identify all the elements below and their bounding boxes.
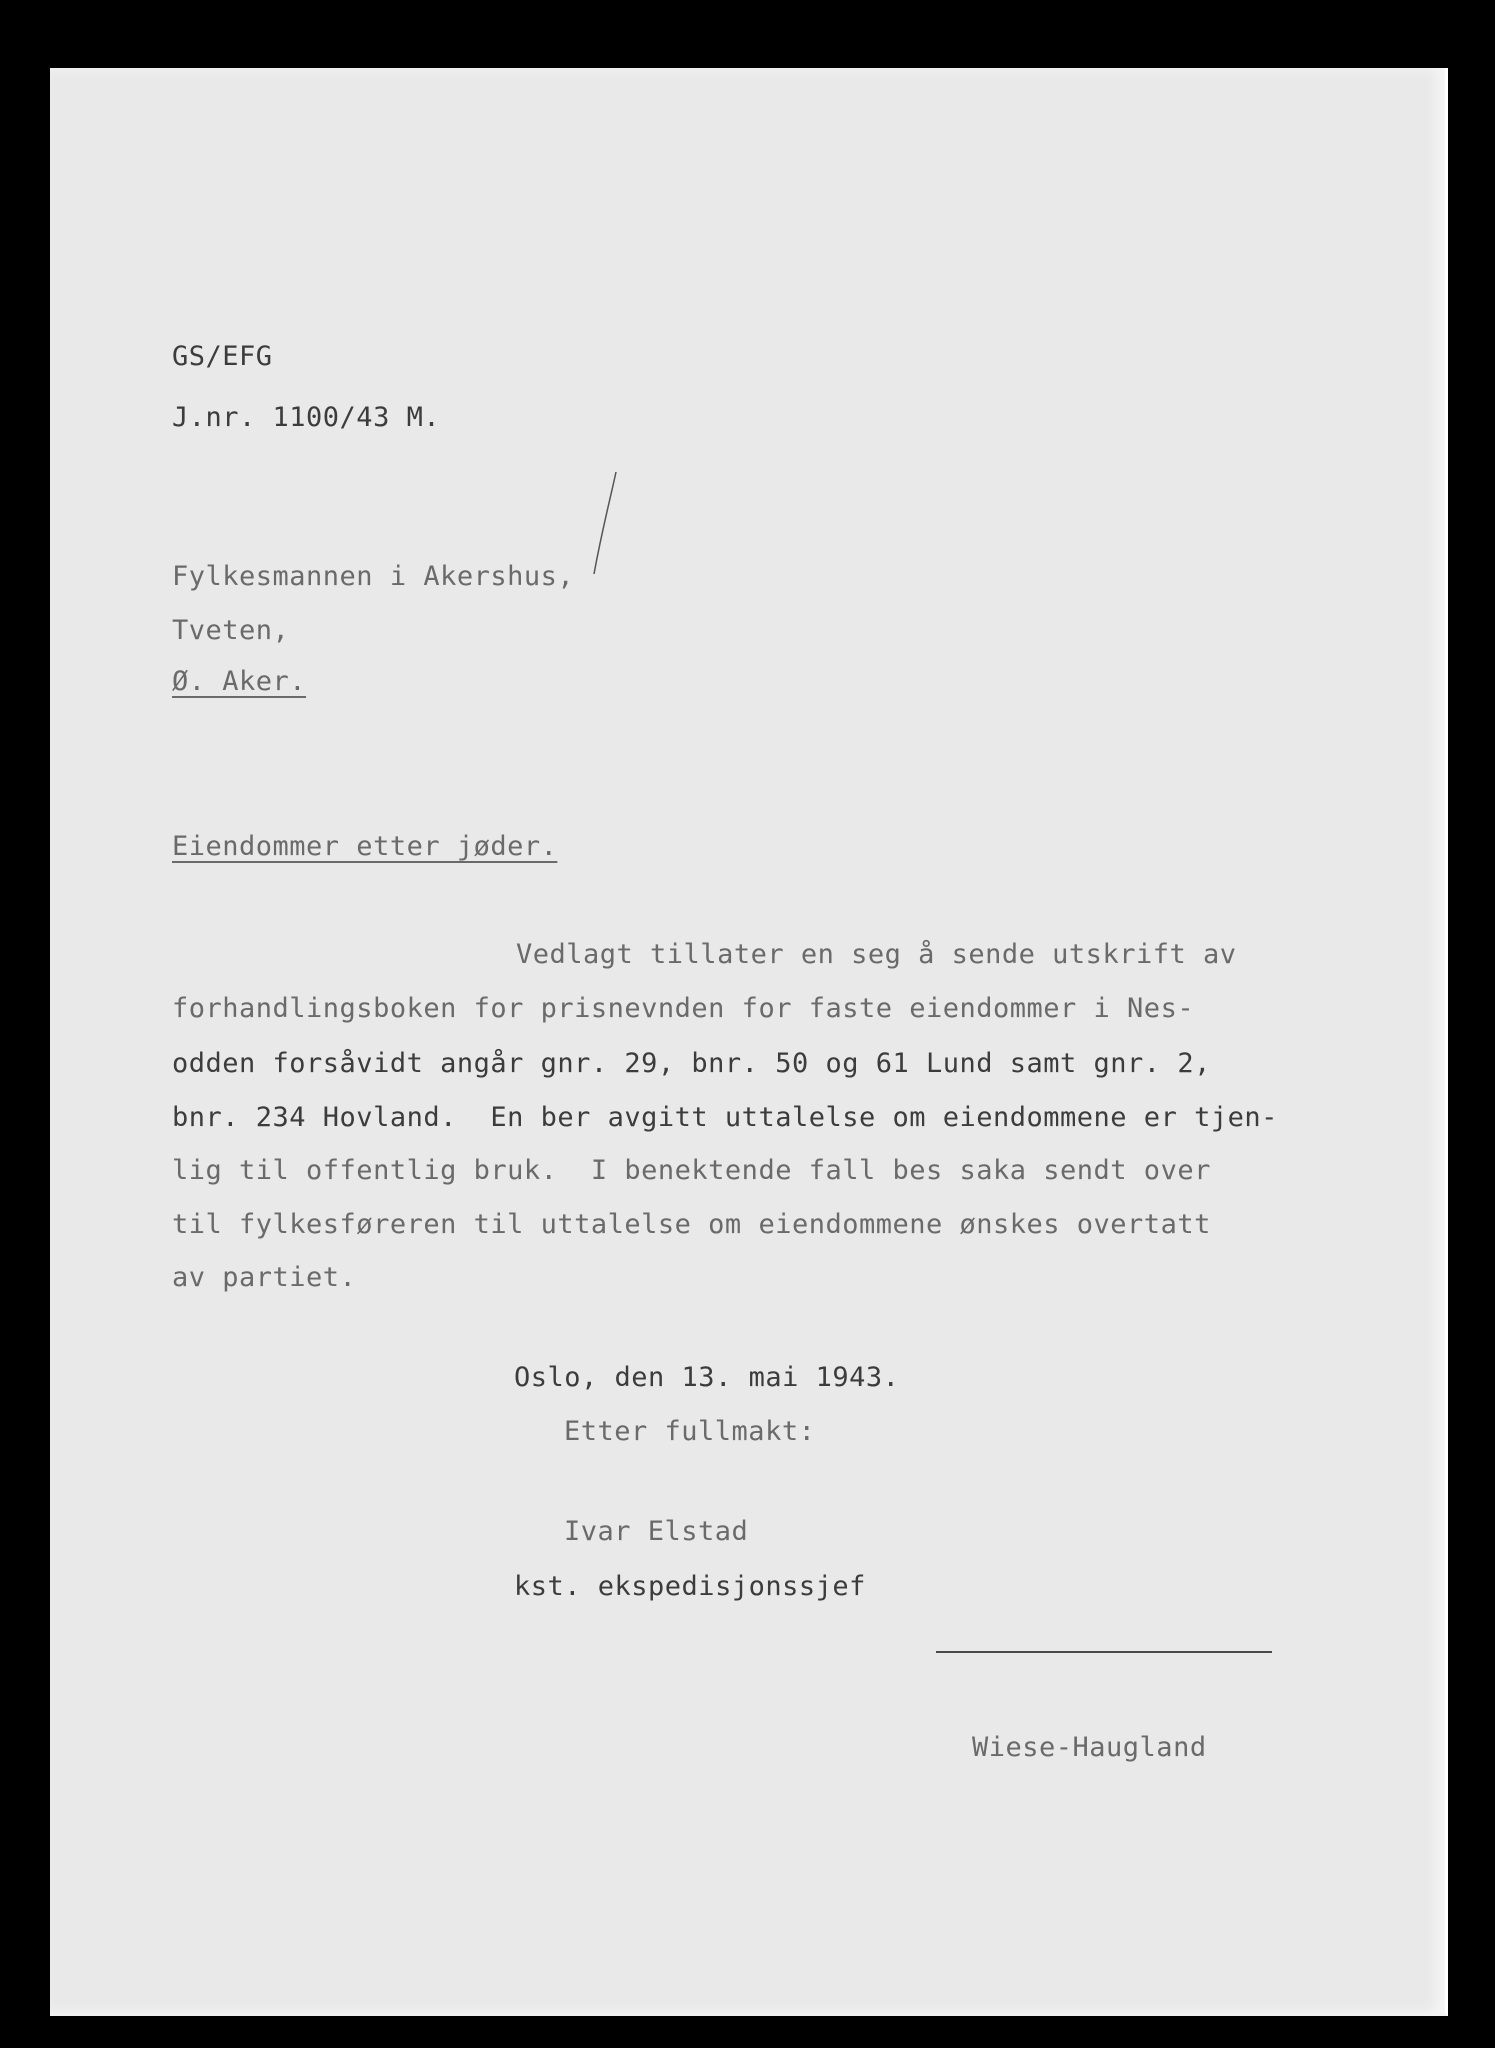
body-line-4: bnr. 234 Hovland. En ber avgitt uttalelse om eiendommene er tjen- bbox=[172, 1102, 1278, 1133]
recipient-line-2: Tveten, bbox=[172, 615, 290, 646]
signer-title: kst. ekspedisjonssjef bbox=[514, 1571, 866, 1602]
place-date: Oslo, den 13. mai 1943. bbox=[514, 1362, 900, 1393]
journal-number: J.nr. 1100/43 M. bbox=[172, 402, 441, 433]
signature-rule bbox=[936, 1651, 1272, 1653]
secondary-signature: Wiese-Haugland bbox=[972, 1732, 1207, 1763]
recipient-line-1: Fylkesmannen i Akershus, bbox=[172, 561, 575, 592]
signer-name: Ivar Elstad bbox=[564, 1516, 749, 1547]
body-line-3: odden forsåvidt angår gnr. 29, bnr. 50 og 61 Lund samt gnr. 2, bbox=[172, 1048, 1211, 1079]
body-line-5: lig til offentlig bruk. I benektende fall bes saka sendt over bbox=[172, 1155, 1211, 1186]
pencil-mark bbox=[580, 470, 620, 580]
body-line-1: Vedlagt tillater en seg å sende utskrift av bbox=[516, 939, 1237, 970]
reference-initials: GS/EFG bbox=[172, 341, 273, 372]
body-line-7: av partiet. bbox=[172, 1262, 357, 1293]
subject-line: Eiendommer etter jøder. bbox=[172, 831, 558, 862]
recipient-line-3: Ø. Aker. bbox=[172, 666, 307, 697]
body-line-6: til fylkesføreren til uttalelse om eiendommene ønskes overtatt bbox=[172, 1209, 1211, 1240]
authority-line: Etter fullmakt: bbox=[564, 1416, 816, 1447]
body-line-2: forhandlingsboken for prisnevnden for faste eiendommer i Nes- bbox=[172, 993, 1195, 1024]
